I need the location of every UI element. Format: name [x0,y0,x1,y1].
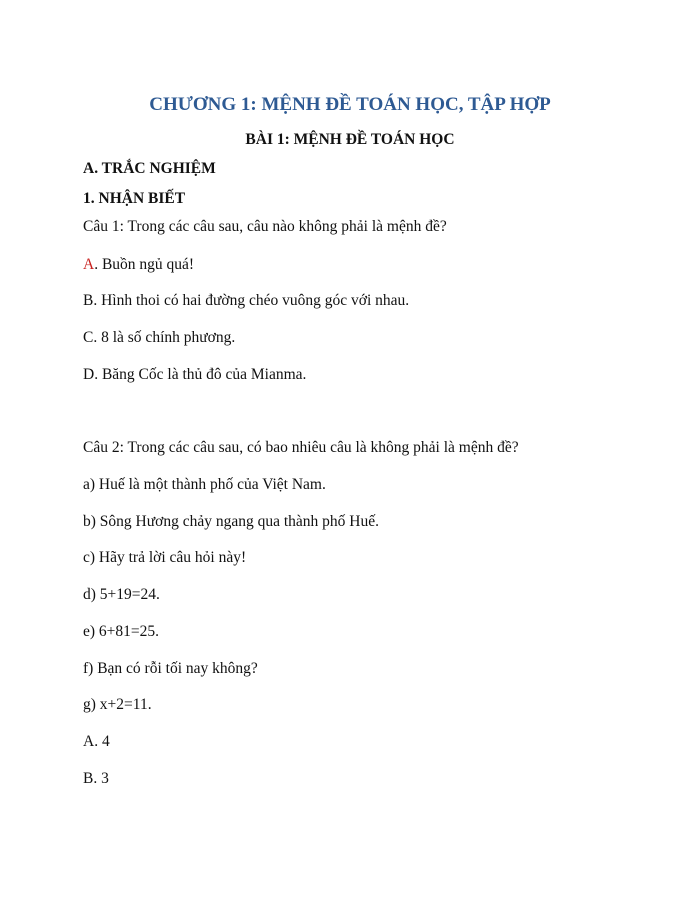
chapter-title: CHƯƠNG 1: MỆNH ĐỀ TOÁN HỌC, TẬP HỢP [149,94,551,115]
question-2-prompt: Câu 2: Trong các câu sau, có bao nhiêu câu là không phải là mệnh đề? [83,439,519,456]
question-2-statement-g: g) x+2=11. [83,696,152,713]
option-letter: D [83,366,95,383]
option-text: . Băng Cốc là thủ đô của Mianma. [94,366,307,383]
question-2-statement-f: f) Bạn có rỗi tối nay không? [83,660,258,677]
question-1-option-b [83,292,409,310]
lesson-title: BÀI 1: MỆNH ĐỀ TOÁN HỌC [245,131,455,148]
question-1-prompt: Câu 1: Trong các câu sau, câu nào không phải là mệnh đề? [83,218,447,235]
subsection-title: 1. NHẬN BIẾT [83,190,186,207]
question-2-option-b: B. 3 [83,770,109,787]
question-2-statement-e: e) 6+81=25. [83,623,160,640]
correct-answer-letter: A [83,256,95,273]
question-1-option-a [83,256,194,274]
question-2-statement-c: c) Hãy trả lời câu hỏi này! [83,549,247,566]
option-text: . 8 là số chính phương. [93,329,236,346]
question-2-statement-d: d) 5+19=24. [83,586,160,603]
section-title: A. TRẮC NGHIỆM [83,160,216,177]
question-2-statement-b: b) Sông Hương chảy ngang qua thành phố Huế. [83,513,379,530]
option-letter: B [83,292,94,309]
question-1-option-c [83,329,235,347]
option-text: . Hình thoi có hai đường chéo vuông góc với nhau. [93,292,410,309]
question-1-option-d [83,366,306,384]
option-letter: C [83,329,94,346]
question-2-option-a: A. 4 [83,733,110,750]
option-text: . Buồn ngủ quá! [94,256,195,273]
question-2-statement-a: a) Huế là một thành phố của Việt Nam. [83,476,326,493]
